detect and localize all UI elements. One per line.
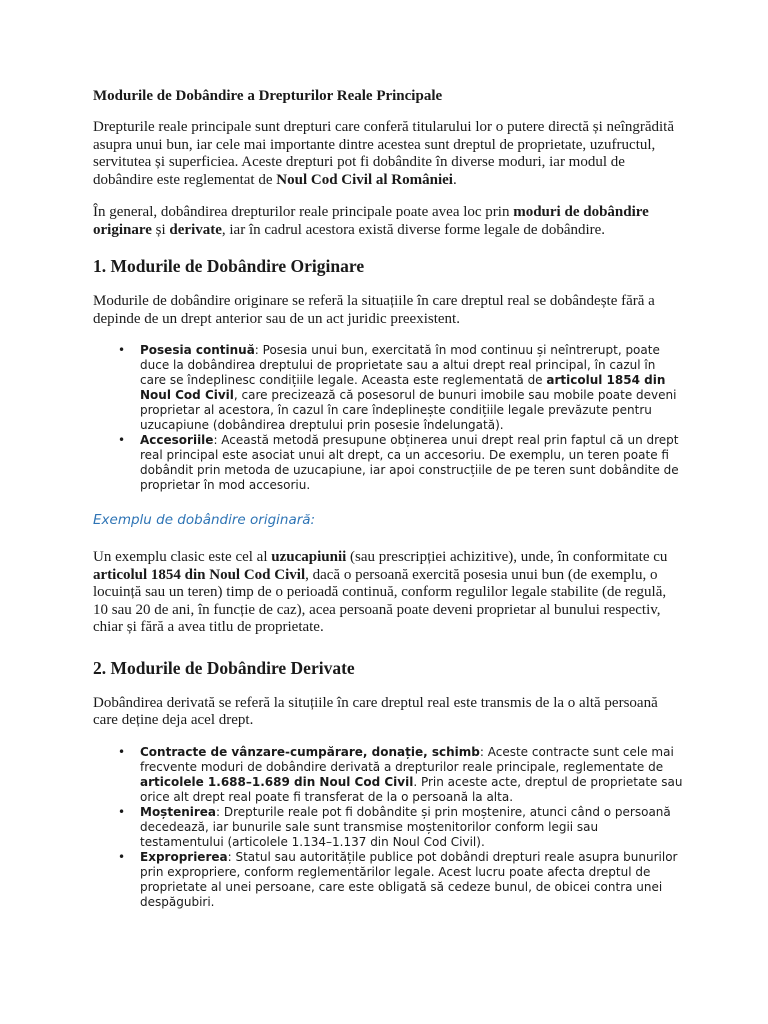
intro-1-text: Drepturile reale principale sunt drepturi care conferă titularului lor o putere directă și neîngrădită asupra unui bun, iar cele mai importante dintre acestea sunt dreptul de proprietate, uzufructul, servitutea și superficiea. Aceste drepturi pot fi dobândite în diverse moduri, iar modul de dobândire este reglementat de [93, 119, 674, 188]
list-item-text: , care precizează că posesorul de bunuri imobile sau mobile poate deveni proprietar al acestora, în cazul în care îndeplinește condițiile legale prevăzute pentru uzucapiune (dobândirea dreptului prin posesie îndelungată). [140, 388, 677, 432]
list-item-text: : Această metodă presupune obținerea unui drept real prin faptul că un drept real principal este asociat unui alt drept, ca un accesoriu. De exemplu, un teren poate fi dobândit prin metoda de uzucapiune, iar apoi construcțiile de pe teren sunt dobândite de proprietar în mod accesoriu. [140, 433, 679, 492]
example-heading: Exemplu de dobândire originară: [93, 512, 316, 528]
intro-2-text-2: și [151, 221, 170, 238]
section-2-list [93, 745, 683, 910]
section-1-heading: 1. Modurile de Dobândire Originare [93, 256, 365, 276]
intro-paragraph-2 [93, 204, 683, 239]
document-content [93, 86, 683, 928]
intro-2-bold-1: moduri de dobândire originare [93, 204, 649, 238]
section-1-list [93, 343, 683, 493]
list-item-term: Moștenirea [140, 804, 217, 819]
list-item-text: : Statul sau autoritățile publice pot dobândi drepturi reale asupra bunurilor prin expropriere, conform reglementărilor legale. Acest lucru poate afecta dreptul de proprietate al unei persoane, care este obligată să cedeze bunul, de obicei contra unei despăgubiri. [140, 849, 678, 909]
intro-1-end: . [452, 171, 457, 188]
example-bold-2: articolul 1854 din Noul Cod Civil [93, 566, 306, 583]
example-text-1: Un exemplu clasic este cel al [93, 549, 272, 565]
document-title: Modurile de Dobândire a Drepturilor Reale Principale [93, 88, 443, 104]
list-item-term: Contracte de vânzare-cumpărare, donație, schimb [140, 744, 480, 759]
section-1-intro: Modurile de dobândire originare se referă la situațiile în care dreptul real se dobândește fără a depinde de un drept anterior sau de un act juridic preexistent. [93, 293, 655, 327]
section-2-intro: Dobândirea derivată se referă la situțiile în care dreptul real este transmis de la o altă persoană care deține deja acel drept. [93, 694, 658, 728]
intro-2-bold-2: derivate [169, 221, 222, 238]
intro-1-bold: Noul Cod Civil al României [276, 171, 453, 188]
list-item [140, 850, 683, 910]
intro-paragraph-1 [93, 119, 683, 189]
list-item-term: Posesia continuă [140, 343, 255, 357]
list-item [140, 433, 683, 493]
list-item [140, 745, 683, 805]
list-item-text: : Aceste contracte sunt cele mai frecvente moduri de dobândire derivată a drepturilor reale principale, reglementate de [140, 744, 674, 774]
example-text-2: (sau prescripției achizitive), unde, în conformitate cu [346, 549, 668, 565]
intro-2-text-3: , iar în cadrul acestora există diverse forme legale de dobândire. [221, 221, 606, 238]
example-text-3: , dacă o persoană exercită posesia unui bun (de exemplu, o locuință sau un teren) timp de o perioadă continuă, conform regulilor legale stabilite (de regulă, 10 sau 20 de ani, în funcție de caz), acea persoană poate deveni proprietar al bunului respectiv, chiar și fără a avea titlu de proprietate. [93, 566, 667, 635]
list-item-bold: articolul 1854 din Noul Cod Civil [140, 373, 666, 402]
section-2-heading: 2. Modurile de Dobândire Derivate [93, 657, 355, 678]
list-item-text: : Posesia unui bun, exercitată în mod continuu și neîntrerupt, poate duce la dobândirea dreptului de proprietate sau a altui drept real principal, în cazul în care se îndeplinesc condițiile legale. Aceasta este reglementată de [140, 343, 660, 387]
example-paragraph [93, 549, 683, 637]
list-item-bold: articolele 1.688–1.689 din Noul Cod Civil [140, 774, 414, 789]
example-bold-1: uzucapiunii [271, 549, 347, 565]
list-item-term: Exproprierea [140, 849, 228, 864]
list-item [140, 805, 683, 850]
list-item-text: : Drepturile reale pot fi dobândite și prin moștenire, atunci când o persoană decedează, iar bunurile sale sunt transmise moștenitorilor conform legii sau testamentului (articolele 1.134–1.137 din Noul Cod Civil). [140, 804, 671, 849]
list-item [140, 343, 683, 433]
list-item-text: . Prin aceste acte, dreptul de proprietate sau orice alt drept real poate fi transferat de la o persoană la alta. [140, 774, 683, 804]
intro-2-text-1: În general, dobândirea drepturilor reale principale poate avea loc prin [93, 204, 514, 220]
list-item-term: Accesoriile [140, 433, 214, 447]
